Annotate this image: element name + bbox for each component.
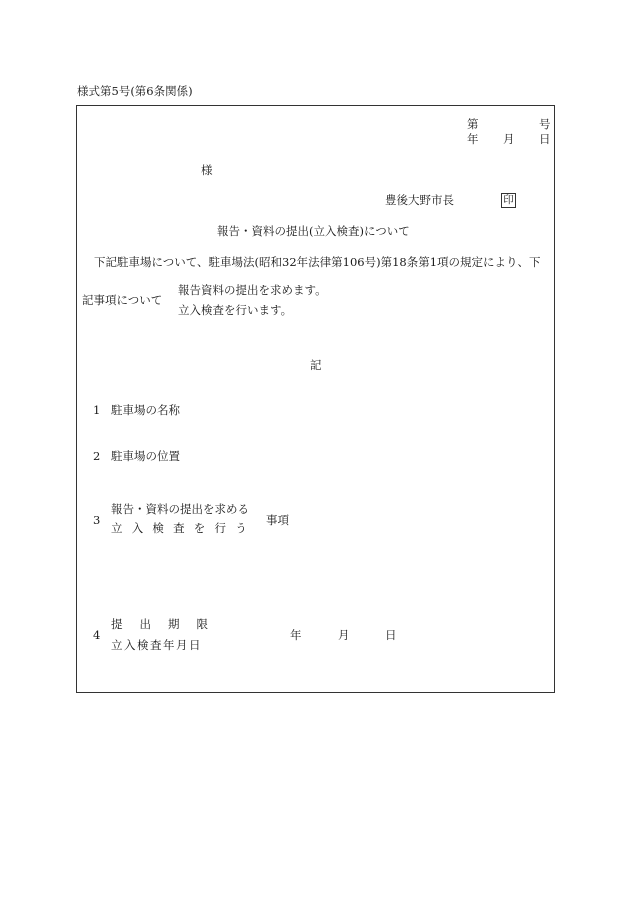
item-3-label-suffix: 事項 xyxy=(266,513,289,527)
addressee-honorific: 様 xyxy=(201,163,213,177)
document-number-suffix: 号 xyxy=(539,117,551,131)
date-year: 年 xyxy=(467,132,479,146)
item-3-label-top: 報告・資料の提出を求める xyxy=(111,502,249,516)
document-number-prefix: 第 xyxy=(467,117,479,131)
item-4-date-year: 年 xyxy=(290,628,302,642)
option-inspection: 立入検査を行います。 xyxy=(178,303,293,317)
issuer-name: 豊後大野市長 xyxy=(385,193,454,207)
item-1-label: 駐車場の名称 xyxy=(111,403,180,417)
body-line-1: 下記駐車場について、駐車場法(昭和32年法律第106号)第18条第1項の規定により、下 xyxy=(94,255,541,269)
item-2-label: 駐車場の位置 xyxy=(111,449,180,463)
item-4-date-month: 月 xyxy=(338,628,350,642)
option-report: 報告資料の提出を求めます。 xyxy=(178,283,327,297)
item-4-date-day: 日 xyxy=(385,628,397,642)
date-month: 月 xyxy=(503,132,515,146)
form-frame xyxy=(76,105,555,693)
form-code: 様式第5号(第6条関係) xyxy=(77,84,193,98)
item-3-number: 3 xyxy=(93,513,101,527)
date-day: 日 xyxy=(539,132,551,146)
item-4-number: 4 xyxy=(93,628,101,642)
item-4-label-top: 提出期限 xyxy=(111,617,225,631)
item-1-number: 1 xyxy=(93,403,101,417)
notes-heading: 記 xyxy=(310,358,322,372)
item-2-number: 2 xyxy=(93,449,101,463)
document-subject: 報告・資料の提出(立入検査)について xyxy=(217,224,410,238)
seal-stamp: 印 xyxy=(501,193,516,208)
body-line-2: 記事項について xyxy=(82,293,163,307)
item-3-label-bottom: 立入検査を行う xyxy=(111,521,256,535)
item-4-label-bottom: 立入検査年月日 xyxy=(111,638,202,652)
